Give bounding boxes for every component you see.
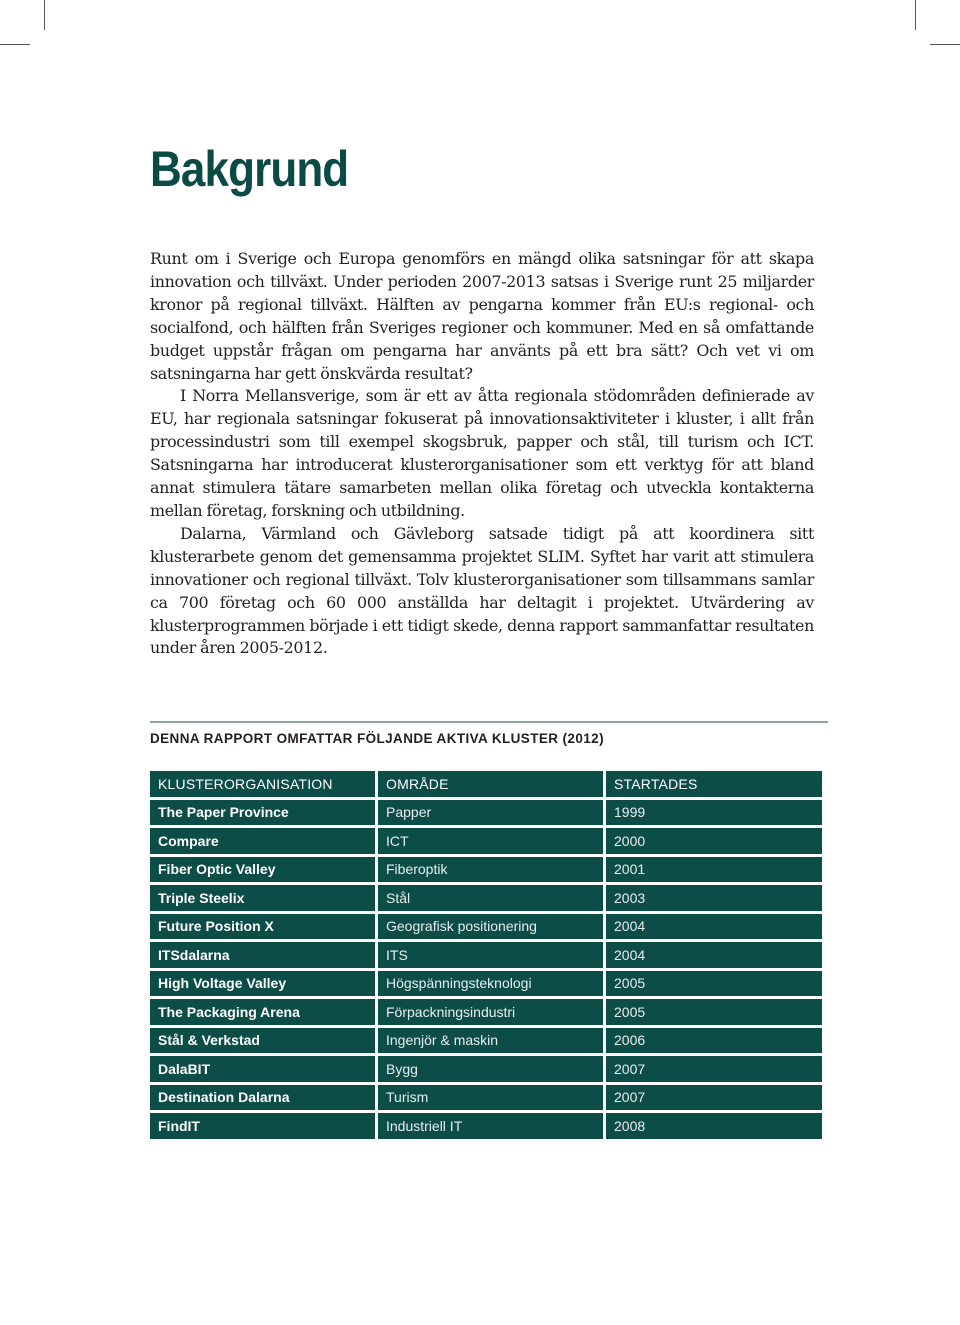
cell-startades: 1999 (606, 800, 822, 826)
table-caption: DENNA RAPPORT OMFATTAR FÖLJANDE AKTIVA KLUSTER (2012) (150, 731, 604, 746)
cell-startades: 2007 (606, 1085, 822, 1111)
cell-omrade: Turism (378, 1085, 603, 1111)
cell-omrade: Papper (378, 800, 603, 826)
cell-omrade: Industriell IT (378, 1113, 603, 1139)
cell-klusterorganisation: High Voltage Valley (150, 971, 375, 997)
cell-klusterorganisation: Destination Dalarna (150, 1085, 375, 1111)
cell-startades: 2001 (606, 857, 822, 883)
table-row (150, 1085, 822, 1111)
cell-omrade: Högspänningsteknologi (378, 971, 603, 997)
cluster-table (147, 768, 825, 1142)
table-row (150, 1028, 822, 1054)
table-row (150, 1113, 822, 1139)
cell-startades: 2007 (606, 1056, 822, 1082)
cell-klusterorganisation: Future Position X (150, 914, 375, 940)
cell-omrade: Bygg (378, 1056, 603, 1082)
cell-startades: 2005 (606, 971, 822, 997)
cell-startades: 2006 (606, 1028, 822, 1054)
cell-omrade: ITS (378, 942, 603, 968)
table-row (150, 800, 822, 826)
paragraph-norra-mellansverige: I Norra Mellansverige, som är ett av åtta regionala stödområden definierade av EU, har regionala satsningar fokuserat på innovationsaktiviteter i kluster, i allt från processindustri som till exempel skogsbruk, papper och stål, till turism och ICT. Satsningarna har introducerat klusterorganisationer som ett verktyg för att bland annat stimulera tätare samarbeten mellan olika företag och utveckla kontakterna mellan företag, forskning och utbildning. (150, 386, 814, 520)
table-row (150, 942, 822, 968)
cell-klusterorganisation: Triple Steelix (150, 885, 375, 911)
header-startades: STARTADES (606, 771, 822, 797)
crop-mark-top-right-horizontal (930, 44, 960, 45)
table-row (150, 914, 822, 940)
cell-klusterorganisation: ITSdalarna (150, 942, 375, 968)
cell-omrade: ICT (378, 828, 603, 854)
crop-mark-top-left (44, 0, 45, 30)
cell-klusterorganisation: FindIT (150, 1113, 375, 1139)
cell-omrade: Förpackningsindustri (378, 999, 603, 1025)
crop-mark-top-right (915, 0, 916, 30)
cell-klusterorganisation: The Paper Province (150, 800, 375, 826)
section-divider (150, 721, 828, 723)
cell-klusterorganisation: The Packaging Arena (150, 999, 375, 1025)
cell-startades: 2005 (606, 999, 822, 1025)
cell-startades: 2004 (606, 914, 822, 940)
paragraph-slim-project: Dalarna, Värmland och Gävleborg satsade tidigt på att koordinera sitt klusterarbete genom det gemensamma projektet SLIM. Syftet har varit att stimulera innovationer och regional tillväxt. Tolv klusterorganisationer som tillsammans samlar ca 700 företag och 60 000 anställda har deltagit i projektet. Utvärdering av klusterprogrammen började i ett tidigt skede, denna rapport sammanfattar resultaten under åren 2005-2012. (150, 523, 814, 658)
table-row (150, 828, 822, 854)
cell-klusterorganisation: Compare (150, 828, 375, 854)
cell-omrade: Stål (378, 885, 603, 911)
table-body (150, 800, 822, 1139)
crop-mark-top-left-horizontal (0, 44, 30, 45)
table-row (150, 885, 822, 911)
table-header-row (150, 771, 822, 797)
cell-omrade: Fiberoptik (378, 857, 603, 883)
cell-klusterorganisation: Fiber Optic Valley (150, 857, 375, 883)
cell-startades: 2003 (606, 885, 822, 911)
table-row (150, 999, 822, 1025)
header-omrade: OMRÅDE (378, 771, 603, 797)
cell-omrade: Geografisk positionering (378, 914, 603, 940)
table-row (150, 1056, 822, 1082)
table-row (150, 971, 822, 997)
table-row (150, 857, 822, 883)
paragraph-intro: Runt om i Sverige och Europa genomförs en mängd olika satsningar för att skapa innovation och tillväxt. Under perioden 2007-2013 satsas i Sverige runt 25 miljarder kronor på regional tillväxt. Hälften av pengarna kommer från EU:s regional- och socialfond, och hälften från Sveriges regioner och kommuner. Med en så omfattande budget uppstår frågan om pengarna har använts på ett bra sätt? Och vet vi om satsningarna har gett önskvärda resultat? (150, 249, 814, 383)
header-klusterorganisation: KLUSTERORGANISATION (150, 771, 375, 797)
cell-startades: 2004 (606, 942, 822, 968)
cell-klusterorganisation: DalaBIT (150, 1056, 375, 1082)
body-text (150, 248, 814, 660)
cell-startades: 2008 (606, 1113, 822, 1139)
cell-klusterorganisation: Stål & Verkstad (150, 1028, 375, 1054)
cell-omrade: Ingenjör & maskin (378, 1028, 603, 1054)
page-title: Bakgrund (150, 141, 349, 197)
cell-startades: 2000 (606, 828, 822, 854)
